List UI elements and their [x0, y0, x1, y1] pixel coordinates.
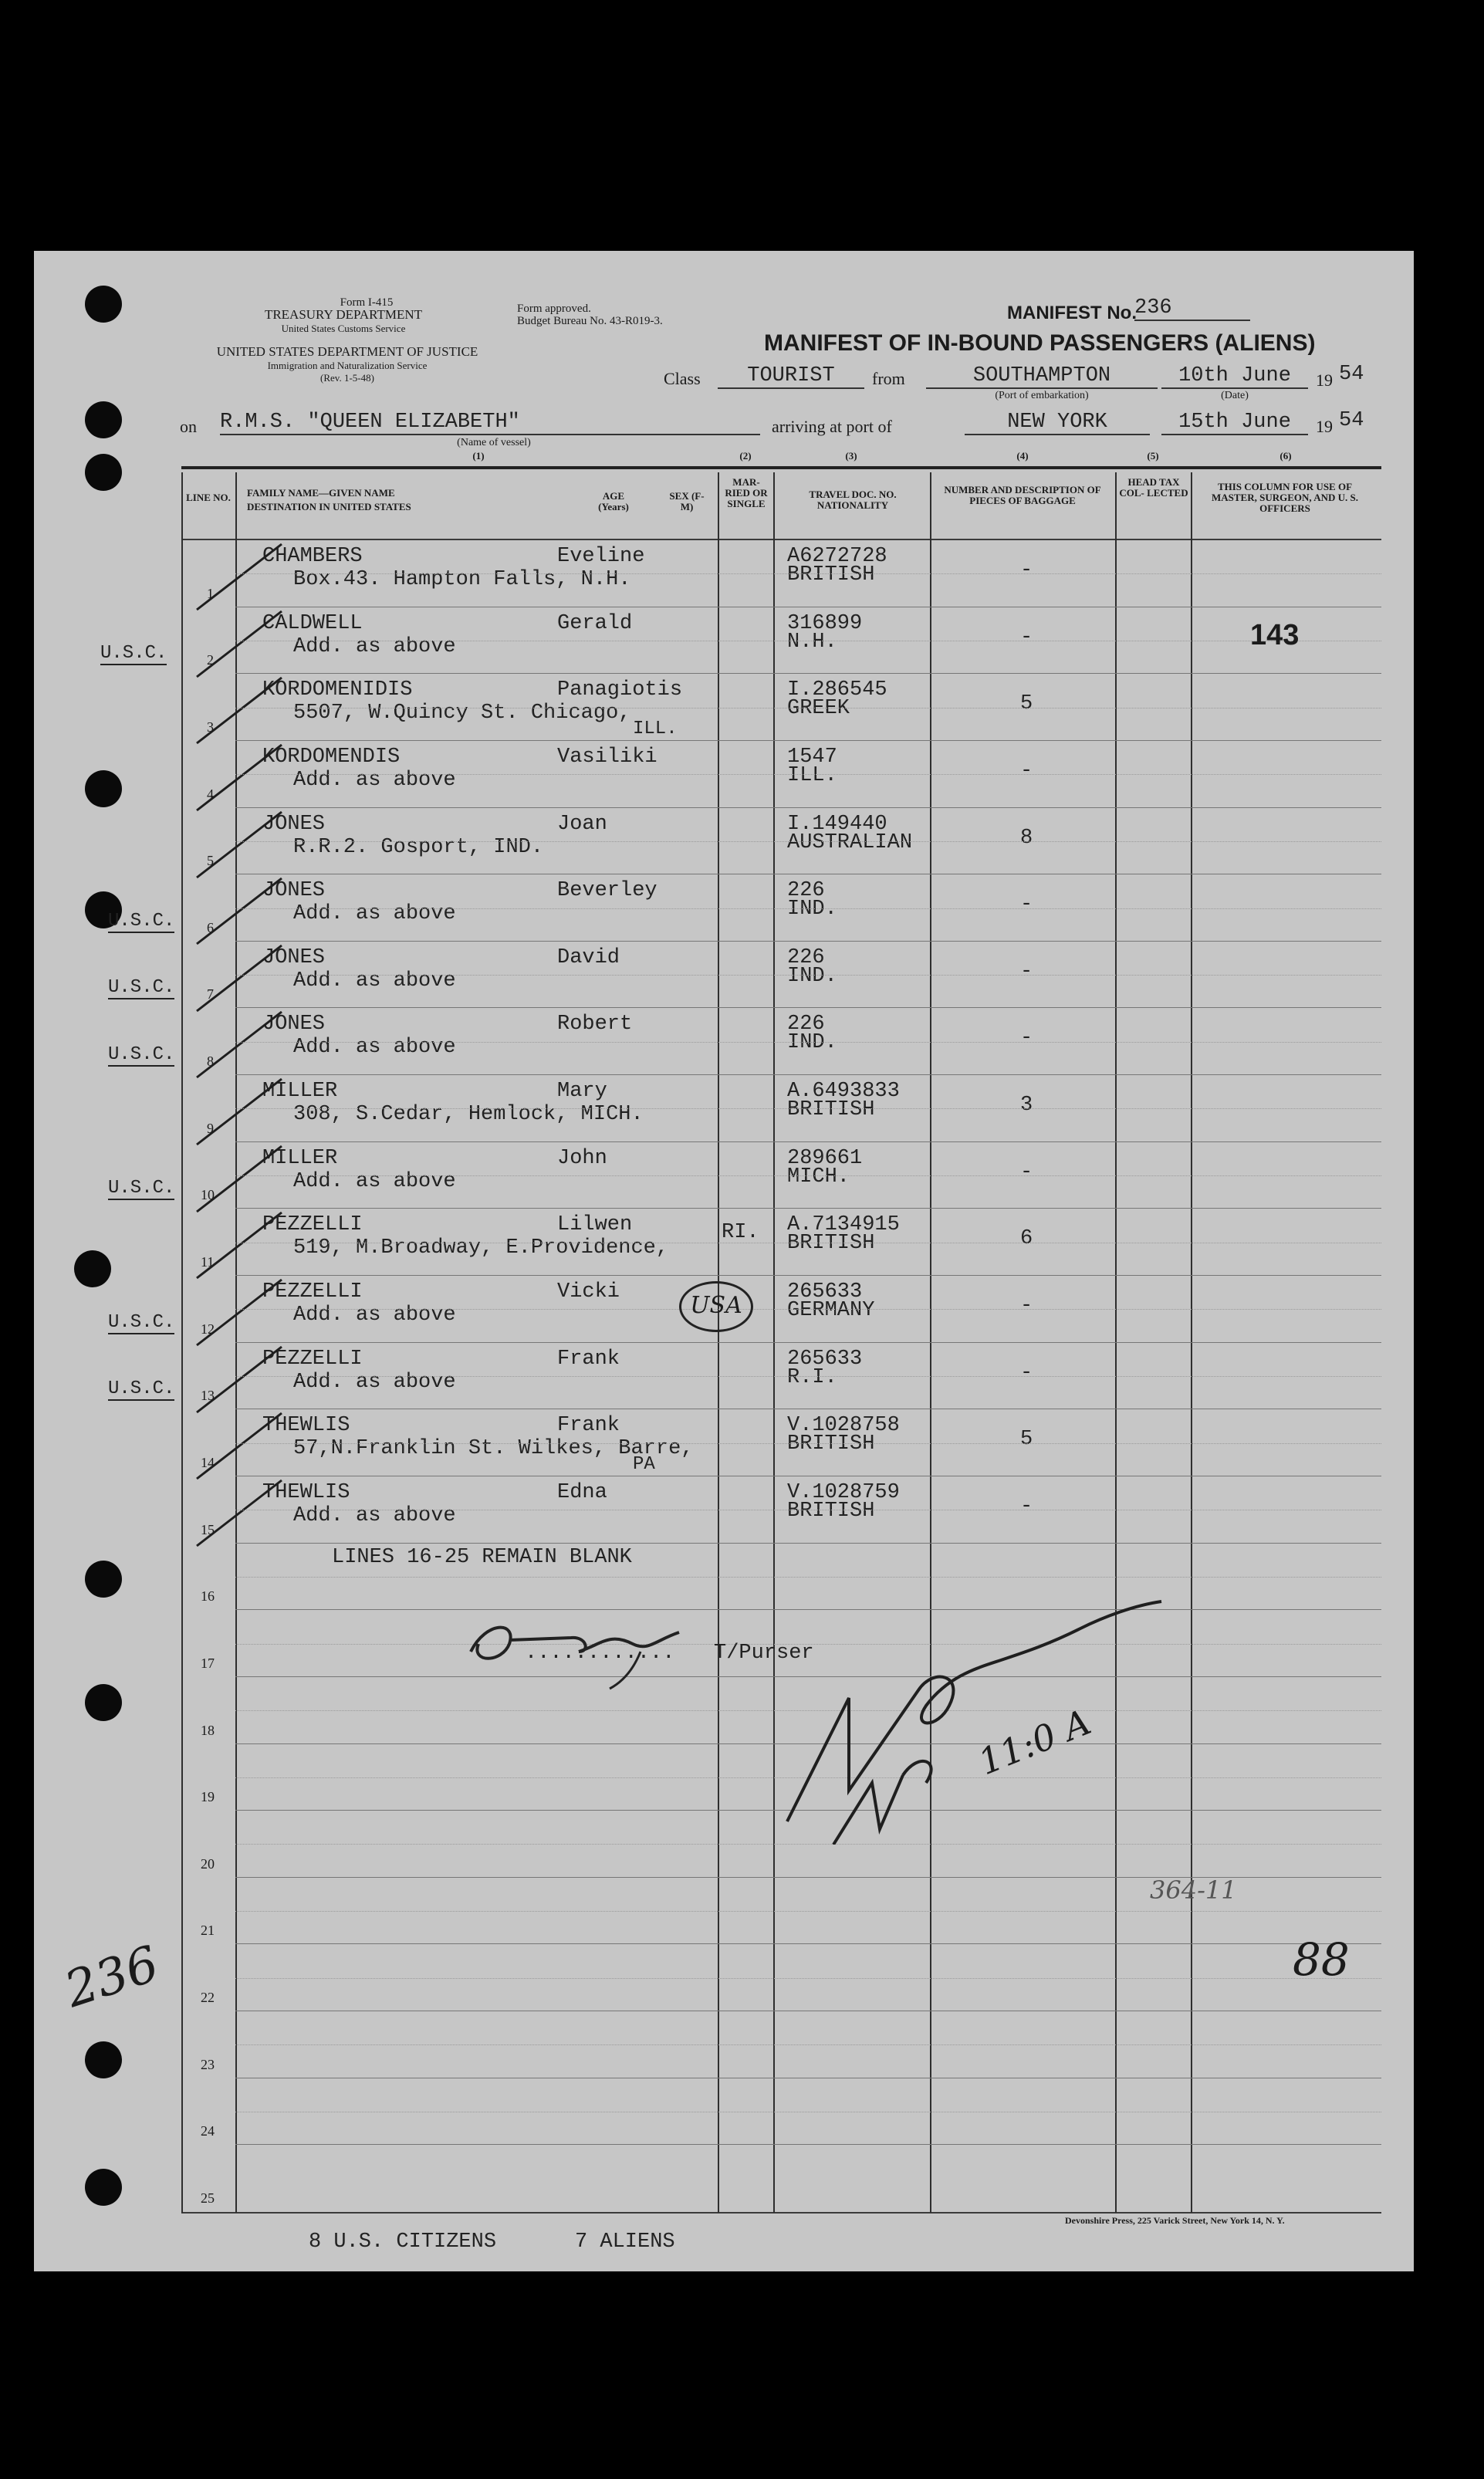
customs-label: United States Customs Service — [281, 323, 406, 334]
passenger-address: 308, S.Cedar, Hemlock, MICH. — [293, 1103, 644, 1127]
col-number: (2) — [739, 450, 752, 462]
passenger-surname: CALDWELL — [262, 611, 363, 635]
row-midline — [235, 1108, 1381, 1109]
row-midline — [235, 774, 1381, 775]
passenger-baggage: - — [1020, 759, 1033, 783]
row-midline — [235, 1911, 1381, 1912]
punch-hole — [85, 1561, 122, 1598]
page-title: MANIFEST OF IN-BOUND PASSENGERS (ALIENS) — [764, 330, 1316, 356]
header-baggage: NUMBER AND DESCRIPTION OF PIECES OF BAGGAGE — [944, 484, 1101, 506]
arrival-date: 15th June — [1161, 411, 1308, 435]
passenger-baggage: 6 — [1020, 1227, 1033, 1251]
passenger-given-name: Frank — [557, 1347, 620, 1371]
row-rule — [235, 1342, 1381, 1343]
passenger-address: 5507, W.Quincy St. Chicago, — [293, 702, 631, 725]
passenger-given-name: Vicki — [557, 1280, 620, 1304]
line-number: 6 — [207, 919, 214, 935]
passenger-surname: PEZZELLI — [262, 1213, 363, 1237]
passenger-nationality: BRITISH — [787, 1499, 875, 1523]
line-number: 21 — [201, 1923, 215, 1939]
line-number: 3 — [207, 719, 214, 735]
passenger-address-cont: PA — [633, 1454, 655, 1476]
line-number: 8 — [207, 1053, 214, 1070]
row-rule — [235, 1074, 1381, 1075]
header-line-no: LINE NO. — [186, 492, 231, 503]
col-number: (1) — [472, 450, 485, 462]
printer-credit: Devonshire Press, 225 Varick Street, New York 14, N. Y. — [1065, 2215, 1285, 2226]
passenger-nationality: BRITISH — [787, 1432, 875, 1456]
vessel-caption: (Name of vessel) — [457, 437, 531, 448]
aliens-total: 7 ALIENS — [575, 2230, 675, 2254]
usc-marker: U.S.C. — [100, 643, 167, 665]
passenger-surname: MILLER — [262, 1146, 338, 1170]
row-midline — [235, 573, 1381, 574]
passenger-surname: KORDOMENIDIS — [262, 678, 413, 702]
class-value: TOURIST — [718, 364, 864, 389]
passenger-surname: JONES — [262, 879, 326, 903]
punch-hole — [85, 286, 122, 323]
row-midline — [235, 708, 1381, 709]
line-number: 4 — [207, 786, 214, 802]
line-number: 1 — [207, 585, 214, 601]
line-number: 22 — [201, 1990, 215, 2006]
arrival-year: 54 — [1339, 409, 1364, 432]
row-midline — [235, 1577, 1381, 1578]
row-rule — [235, 2144, 1381, 2145]
purser-dots: ............ — [525, 1642, 675, 1665]
embark-port: SOUTHAMPTON — [926, 364, 1158, 389]
col-number: (3) — [845, 450, 857, 462]
remain-blank-note: LINES 16-25 REMAIN BLANK — [332, 1546, 632, 1569]
punch-hole — [85, 2169, 122, 2206]
passenger-given-name: Beverley — [557, 879, 657, 903]
passenger-given-name: Frank — [557, 1414, 620, 1438]
row-rule — [235, 1275, 1381, 1276]
passenger-baggage: - — [1020, 1361, 1033, 1385]
passenger-travel-doc: 1547 — [787, 745, 837, 769]
punch-hole — [85, 401, 122, 438]
passenger-travel-doc: I.149440 — [787, 812, 887, 836]
passenger-travel-doc: 265633 — [787, 1280, 863, 1304]
usc-marker: U.S.C. — [108, 1311, 175, 1333]
passenger-address: Add. as above — [293, 768, 456, 792]
passenger-travel-doc: 226 — [787, 1013, 825, 1037]
row-rule — [235, 673, 1381, 674]
passenger-given-name: Panagiotis — [557, 678, 683, 702]
row-midline — [235, 975, 1381, 976]
passenger-given-name: Gerald — [557, 611, 633, 635]
passenger-given-name: David — [557, 945, 620, 969]
row-rule — [235, 941, 1381, 942]
header-married: MAR- RIED OR SINGLE — [725, 476, 768, 509]
passenger-address-cont: ILL. — [633, 719, 678, 740]
line-number: 19 — [201, 1789, 215, 1805]
passenger-marital: RI. — [722, 1221, 759, 1245]
punch-hole — [85, 2041, 122, 2078]
depart-year: 54 — [1339, 363, 1364, 386]
from-label: from — [872, 369, 905, 388]
usc-marker: U.S.C. — [108, 910, 175, 932]
row-midline — [235, 2044, 1381, 2045]
passenger-nationality: IND. — [787, 964, 837, 988]
passenger-travel-doc: I.286545 — [787, 678, 887, 702]
passenger-given-name: Vasiliki — [557, 745, 657, 769]
passenger-address: Add. as above — [293, 1304, 456, 1327]
treasury-label: TREASURY DEPARTMENT — [264, 307, 423, 322]
justice-label: UNITED STATES DEPARTMENT OF JUSTICE — [216, 344, 478, 359]
passenger-nationality: R.I. — [787, 1365, 837, 1389]
header-officers: THIS COLUMN FOR USE OF MASTER, SURGEON, AND U. S. OFFICERS — [1212, 481, 1358, 514]
form-number: Form I-415 — [340, 296, 394, 309]
passenger-travel-doc: 226 — [787, 879, 825, 903]
usc-marker: U.S.C. — [108, 1378, 175, 1400]
punch-hole — [74, 1250, 111, 1287]
line-number: 18 — [201, 1722, 215, 1738]
passenger-travel-doc: A.6493833 — [787, 1080, 900, 1104]
passenger-nationality: IND. — [787, 1031, 837, 1055]
passenger-nationality: GREEK — [787, 697, 850, 721]
usc-marker: U.S.C. — [108, 1178, 175, 1199]
passenger-baggage: - — [1020, 559, 1033, 582]
header-sex: SEX (F-M) — [669, 490, 705, 512]
usa-circle-note — [679, 1281, 753, 1332]
line-number: 13 — [201, 1388, 215, 1404]
manifest-number: 236 — [1134, 296, 1250, 321]
passenger-surname: KORDOMENDIS — [262, 745, 401, 769]
passenger-address: Add. as above — [293, 902, 456, 926]
row-rule — [235, 807, 1381, 808]
line-number: 20 — [201, 1855, 215, 1872]
passenger-nationality: BRITISH — [787, 1098, 875, 1122]
line-number: 5 — [207, 853, 214, 869]
usa-circle-text: USA — [690, 1292, 742, 1319]
arrival-port: NEW YORK — [965, 411, 1150, 435]
passenger-travel-doc: V.1028758 — [787, 1414, 900, 1438]
class-label: Class — [664, 369, 701, 388]
passenger-travel-doc: 226 — [787, 945, 825, 969]
line-number: 10 — [201, 1187, 215, 1203]
header-destination: DESTINATION IN UNITED STATES — [247, 501, 411, 512]
inspector-signature — [772, 1598, 1173, 1845]
passenger-travel-doc: A.7134915 — [787, 1213, 900, 1237]
inspection-time: 11:0 A — [972, 1700, 1097, 1784]
passenger-travel-doc: 289661 — [787, 1146, 863, 1170]
depart-date: 10th June — [1161, 364, 1308, 389]
passenger-surname: THEWLIS — [262, 1414, 350, 1438]
line-number: 12 — [201, 1321, 215, 1337]
row-midline — [235, 1309, 1381, 1310]
date-caption: (Date) — [1221, 390, 1249, 401]
passenger-given-name: Lilwen — [557, 1213, 633, 1237]
passenger-given-name: Mary — [557, 1080, 607, 1104]
row-rule — [235, 1141, 1381, 1142]
passenger-given-name: Joan — [557, 812, 607, 836]
col-number: (5) — [1147, 450, 1159, 462]
passenger-address: R.R.2. Gosport, IND. — [293, 835, 544, 859]
passenger-address: Box.43. Hampton Falls, N.H. — [293, 568, 631, 591]
col-rule — [181, 472, 183, 2213]
passenger-nationality: AUSTRALIAN — [787, 830, 913, 854]
passenger-nationality: ILL. — [787, 763, 837, 787]
arriving-label: arriving at port of — [772, 417, 892, 436]
passenger-nationality: N.H. — [787, 630, 837, 654]
passenger-surname: PEZZELLI — [262, 1280, 363, 1304]
usc-marker: U.S.C. — [108, 1044, 175, 1066]
tally-check-mark — [189, 1469, 289, 1554]
passenger-address: Add. as above — [293, 969, 456, 993]
embark-caption: (Port of embarkation) — [995, 390, 1089, 401]
passenger-surname: CHAMBERS — [262, 545, 363, 568]
passenger-surname: JONES — [262, 1013, 326, 1037]
line-number: 15 — [201, 1521, 215, 1537]
passenger-surname: MILLER — [262, 1080, 338, 1104]
budget-bureau: Budget Bureau No. 43-R019-3. — [517, 315, 663, 327]
form-approved: Form approved. — [517, 303, 591, 315]
passenger-address: Add. as above — [293, 634, 456, 658]
stamp-number: 143 — [1250, 619, 1300, 651]
passenger-surname: JONES — [262, 812, 326, 836]
passenger-given-name: Robert — [557, 1013, 633, 1037]
row-rule — [235, 1208, 1381, 1209]
row-rule — [235, 1943, 1381, 1944]
citizens-total: 8 U.S. CITIZENS — [309, 2230, 497, 2254]
margin-number-88: 88 — [1293, 1933, 1350, 1986]
col-number: (4) — [1016, 450, 1029, 462]
passenger-baggage: - — [1020, 625, 1033, 649]
table-header-rule — [181, 539, 1381, 540]
passenger-baggage: - — [1020, 959, 1033, 983]
passenger-baggage: 5 — [1020, 1428, 1033, 1452]
passenger-travel-doc: 316899 — [787, 611, 863, 635]
passenger-address: 57,N.Franklin St. Wilkes, Barre, — [293, 1437, 694, 1461]
line-number: 9 — [207, 1120, 214, 1136]
line-number: 17 — [201, 1655, 215, 1671]
header-age: AGE (Years) — [598, 490, 629, 512]
passenger-nationality: MICH. — [787, 1165, 850, 1189]
passenger-nationality: BRITISH — [787, 563, 875, 587]
passenger-baggage: - — [1020, 1026, 1033, 1050]
passenger-address: Add. as above — [293, 1503, 456, 1527]
row-midline — [235, 841, 1381, 842]
passenger-travel-doc: V.1028759 — [787, 1480, 900, 1504]
revision-label: (Rev. 1-5-48) — [320, 372, 374, 384]
on-label: on — [180, 417, 197, 436]
header-head-tax: HEAD TAX COL- LECTED — [1119, 476, 1188, 499]
line-number: 11 — [201, 1254, 215, 1270]
row-midline — [235, 1376, 1381, 1377]
line-number: 14 — [201, 1454, 215, 1470]
manifest-label: MANIFEST No. — [1007, 303, 1137, 323]
line-number: 16 — [201, 1588, 215, 1605]
passenger-surname: PEZZELLI — [262, 1347, 363, 1371]
passenger-nationality: IND. — [787, 898, 837, 922]
punch-hole — [85, 1684, 122, 1721]
passenger-nationality: BRITISH — [787, 1232, 875, 1256]
line-number: 24 — [201, 2123, 215, 2139]
passenger-address: Add. as above — [293, 1370, 456, 1394]
margin-number-236: 236 — [58, 1935, 166, 2020]
passenger-nationality: GERMANY — [787, 1299, 875, 1323]
usc-marker: U.S.C. — [108, 977, 175, 999]
row-rule — [235, 740, 1381, 741]
passenger-baggage: 5 — [1020, 692, 1033, 716]
punch-hole — [85, 454, 122, 491]
header-name: FAMILY NAME—GIVEN NAME — [247, 487, 395, 499]
row-midline — [235, 1443, 1381, 1444]
header-travel-doc: TRAVEL DOC. NO. NATIONALITY — [809, 489, 897, 511]
depart-year-prefix: 19 — [1316, 370, 1333, 390]
passenger-address: Add. as above — [293, 1036, 456, 1060]
margin-number-364: 364-11 — [1150, 1875, 1237, 1905]
punch-hole — [85, 770, 122, 807]
passenger-given-name: Edna — [557, 1480, 607, 1504]
passenger-given-name: Eveline — [557, 545, 645, 568]
passenger-given-name: John — [557, 1146, 607, 1170]
line-number: 2 — [207, 652, 214, 668]
passenger-travel-doc: A6272728 — [787, 545, 887, 568]
passenger-baggage: 8 — [1020, 826, 1033, 850]
vessel-name: R.M.S. "QUEEN ELIZABETH" — [220, 411, 760, 435]
row-midline — [235, 1175, 1381, 1176]
line-number: 23 — [201, 2056, 215, 2072]
row-rule — [235, 1007, 1381, 1008]
table-top-rule — [181, 466, 1381, 469]
table-bottom-rule — [181, 2212, 1381, 2214]
passenger-travel-doc: 265633 — [787, 1347, 863, 1371]
passenger-baggage: - — [1020, 893, 1033, 917]
passenger-baggage: - — [1020, 1160, 1033, 1184]
passenger-baggage: 3 — [1020, 1094, 1033, 1118]
row-rule — [235, 1543, 1381, 1544]
arrival-year-prefix: 19 — [1316, 417, 1333, 436]
row-midline — [235, 1042, 1381, 1043]
line-number: 25 — [201, 2190, 215, 2206]
col-number: (6) — [1279, 450, 1292, 462]
passenger-baggage: - — [1020, 1294, 1033, 1318]
row-midline — [235, 908, 1381, 909]
passenger-address: 519, M.Broadway, E.Providence, — [293, 1236, 669, 1260]
passenger-baggage: - — [1020, 1494, 1033, 1518]
ins-label: Immigration and Naturalization Service — [267, 360, 428, 371]
passenger-surname: JONES — [262, 945, 326, 969]
row-midline — [235, 1978, 1381, 1979]
line-number: 7 — [207, 986, 214, 1003]
purser-title: T/Purser — [714, 1642, 814, 1665]
passenger-address: Add. as above — [293, 1169, 456, 1193]
passenger-surname: THEWLIS — [262, 1480, 350, 1504]
